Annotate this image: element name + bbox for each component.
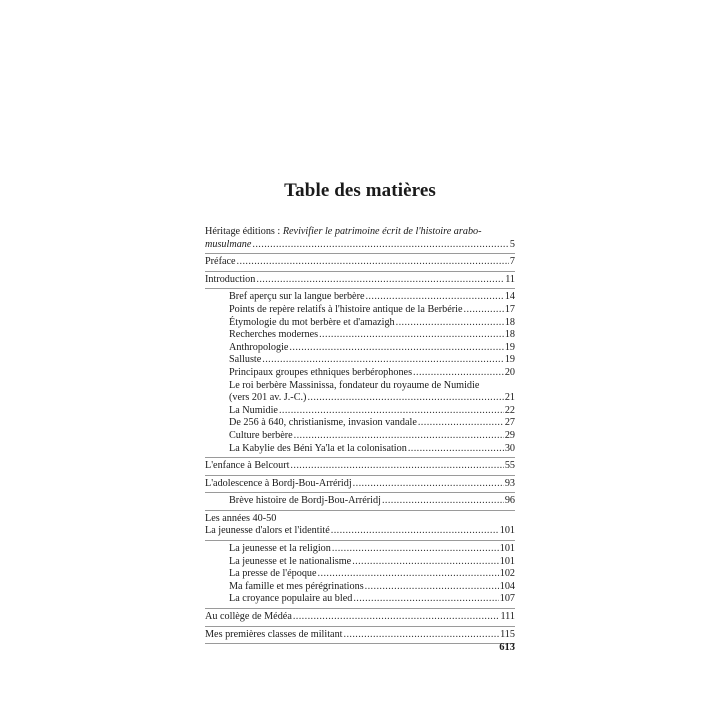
toc-entry-college[interactable] (205, 611, 515, 627)
toc-entry-title: La jeunesse et la religion (229, 543, 331, 555)
toc-entry-title: Salluste (229, 354, 262, 366)
toc-subentry-massinissa[interactable] (205, 380, 515, 405)
toc-entry-enfance[interactable] (205, 460, 515, 476)
toc-entry-page: 20 (504, 366, 515, 378)
toc-entry-page: 22 (504, 404, 515, 416)
dot-leader (396, 317, 504, 330)
toc-subentry[interactable] (205, 405, 515, 418)
toc-entry-title: Culture berbère (229, 429, 293, 441)
toc-entry-page: 29 (504, 429, 515, 441)
toc-entry-title: Principaux groupes ethniques berbérophones (229, 366, 413, 378)
toc-entry-page: 30 (504, 442, 515, 454)
dot-leader (382, 495, 504, 508)
toc-entry-title: Bref aperçu sur la langue berbère (229, 291, 365, 303)
toc-entry-page: 102 (499, 568, 515, 580)
toc-entry-title: Étymologie du mot berbère et d'amazigh (229, 316, 395, 328)
toc-entry-page: 17 (504, 303, 515, 315)
toc-entry-page: 104 (499, 580, 515, 592)
page-title: Table des matières (284, 180, 436, 201)
dot-leader (365, 291, 503, 304)
toc-entry-title: Recherches modernes (229, 329, 319, 341)
toc-subentry[interactable] (205, 556, 515, 569)
toc-subentry[interactable] (205, 430, 515, 443)
dot-leader (332, 543, 499, 556)
dot-leader (293, 611, 500, 624)
dot-leader (408, 443, 504, 456)
toc-entry-page: 11 (505, 273, 515, 285)
dot-leader (279, 405, 504, 418)
dot-leader (237, 256, 509, 269)
toc-entry-page: 27 (504, 417, 515, 429)
toc-entry-page: 101 (499, 555, 515, 567)
toc-entry-page: 18 (504, 316, 515, 328)
toc-entry-title: Au collège de Médéa (205, 611, 292, 623)
toc-subentry[interactable] (205, 291, 515, 304)
toc-entry-title: Anthropologie (229, 341, 289, 353)
toc-entry-page: 55 (504, 460, 515, 472)
toc-entry-page: 14 (504, 291, 515, 303)
toc-entry-page: 107 (499, 593, 515, 605)
dot-leader (353, 478, 504, 491)
dot-leader (307, 392, 503, 405)
toc-entry-page: 19 (504, 354, 515, 366)
toc-entry-title: De 256 à 640, christianisme, invasion vandale (229, 417, 417, 429)
dot-leader (353, 593, 498, 606)
toc-subentry-breve[interactable] (205, 495, 515, 511)
dot-leader (252, 239, 509, 252)
dot-leader (365, 581, 499, 594)
table-of-contents (205, 226, 515, 646)
toc-entry-preface[interactable] (205, 256, 515, 272)
toc-subentry[interactable] (205, 354, 515, 367)
dot-leader (289, 342, 503, 355)
toc-entry-title: Préface (205, 256, 236, 268)
toc-entry-premieres[interactable] (205, 629, 515, 645)
toc-entry-title: La Numidie (229, 404, 278, 416)
toc-entry-title: Introduction (205, 273, 256, 285)
toc-entry-italic-line2: musulmane (205, 238, 252, 250)
toc-entry-page: 101 (499, 525, 515, 537)
toc-entry-page: 7 (509, 256, 515, 268)
toc-entry-adolescence[interactable] (205, 478, 515, 494)
dot-leader (352, 556, 499, 569)
toc-entry-page: 115 (500, 628, 515, 640)
toc-entry-prefix: Héritage éditions : (205, 226, 283, 237)
toc-entry-page: 96 (504, 495, 515, 507)
toc-entry-page: 5 (509, 238, 515, 250)
toc-entry-title: Brève histoire de Bordj-Bou-Arréridj (229, 495, 381, 507)
toc-entry-title: La jeunesse d'alors et l'identité (205, 525, 330, 537)
toc-entry-title: La jeunesse et le nationalisme (229, 555, 352, 567)
dot-leader (290, 460, 503, 473)
dot-leader (318, 568, 499, 581)
toc-subentry[interactable] (205, 329, 515, 342)
dot-leader (262, 354, 504, 367)
toc-subentry[interactable] (205, 568, 515, 581)
toc-entry-title: Les années 40-50 (205, 512, 277, 524)
toc-entry-italic-line1: Revivifier le patrimoine écrit de l'histoire arabo- (282, 226, 482, 237)
dot-leader (294, 430, 504, 443)
toc-entry-page: 18 (504, 329, 515, 341)
dot-leader (413, 367, 504, 380)
toc-entry-title: Mes premières classes de militant (205, 628, 343, 640)
toc-entry-title: L'enfance à Belcourt (205, 460, 290, 472)
dot-leader (331, 525, 499, 538)
toc-subentry[interactable] (205, 581, 515, 594)
toc-entry-page: 101 (499, 543, 515, 555)
dot-leader (464, 304, 504, 317)
toc-entry-title-line1: Le roi berbère Massinissa, fondateur du royaume de Numidie (229, 379, 480, 391)
toc-subentry[interactable] (205, 342, 515, 355)
toc-entry-title-line2: (vers 201 av. J.-C.) (229, 392, 307, 404)
toc-entry-title: Points de repère relatifs à l'histoire antique de la Berbérie (229, 303, 463, 315)
toc-subentry[interactable] (205, 304, 515, 317)
dot-leader (418, 417, 504, 430)
toc-entry-title: La presse de l'époque (229, 568, 317, 580)
toc-entry-heritage[interactable] (205, 226, 515, 254)
toc-entry-title: La croyance populaire au bled (229, 593, 353, 605)
toc-entry-introduction[interactable] (205, 274, 515, 290)
toc-subentry[interactable] (205, 443, 515, 459)
toc-subentry[interactable] (205, 417, 515, 430)
toc-subentry[interactable] (205, 317, 515, 330)
dot-leader (319, 329, 504, 342)
toc-entry-page: 21 (504, 392, 515, 404)
toc-subentry[interactable] (205, 543, 515, 556)
toc-entry-page: 19 (504, 341, 515, 353)
toc-entry-jeunesse[interactable] (205, 525, 515, 541)
page-number: 613 (499, 642, 515, 653)
toc-entry-annees[interactable] (205, 513, 515, 526)
toc-subentry[interactable] (205, 367, 515, 380)
dot-leader (256, 274, 504, 287)
toc-subentry[interactable] (205, 593, 515, 609)
toc-entry-title: Ma famille et mes pérégrinations (229, 580, 364, 592)
toc-entry-title: La Kabylie des Béni Ya'la et la colonisation (229, 442, 407, 454)
dot-leader (344, 629, 500, 642)
toc-entry-title: L'adolescence à Bordj-Bou-Arréridj (205, 477, 352, 489)
toc-entry-page: 93 (504, 477, 515, 489)
toc-entry-page: 111 (500, 611, 515, 623)
